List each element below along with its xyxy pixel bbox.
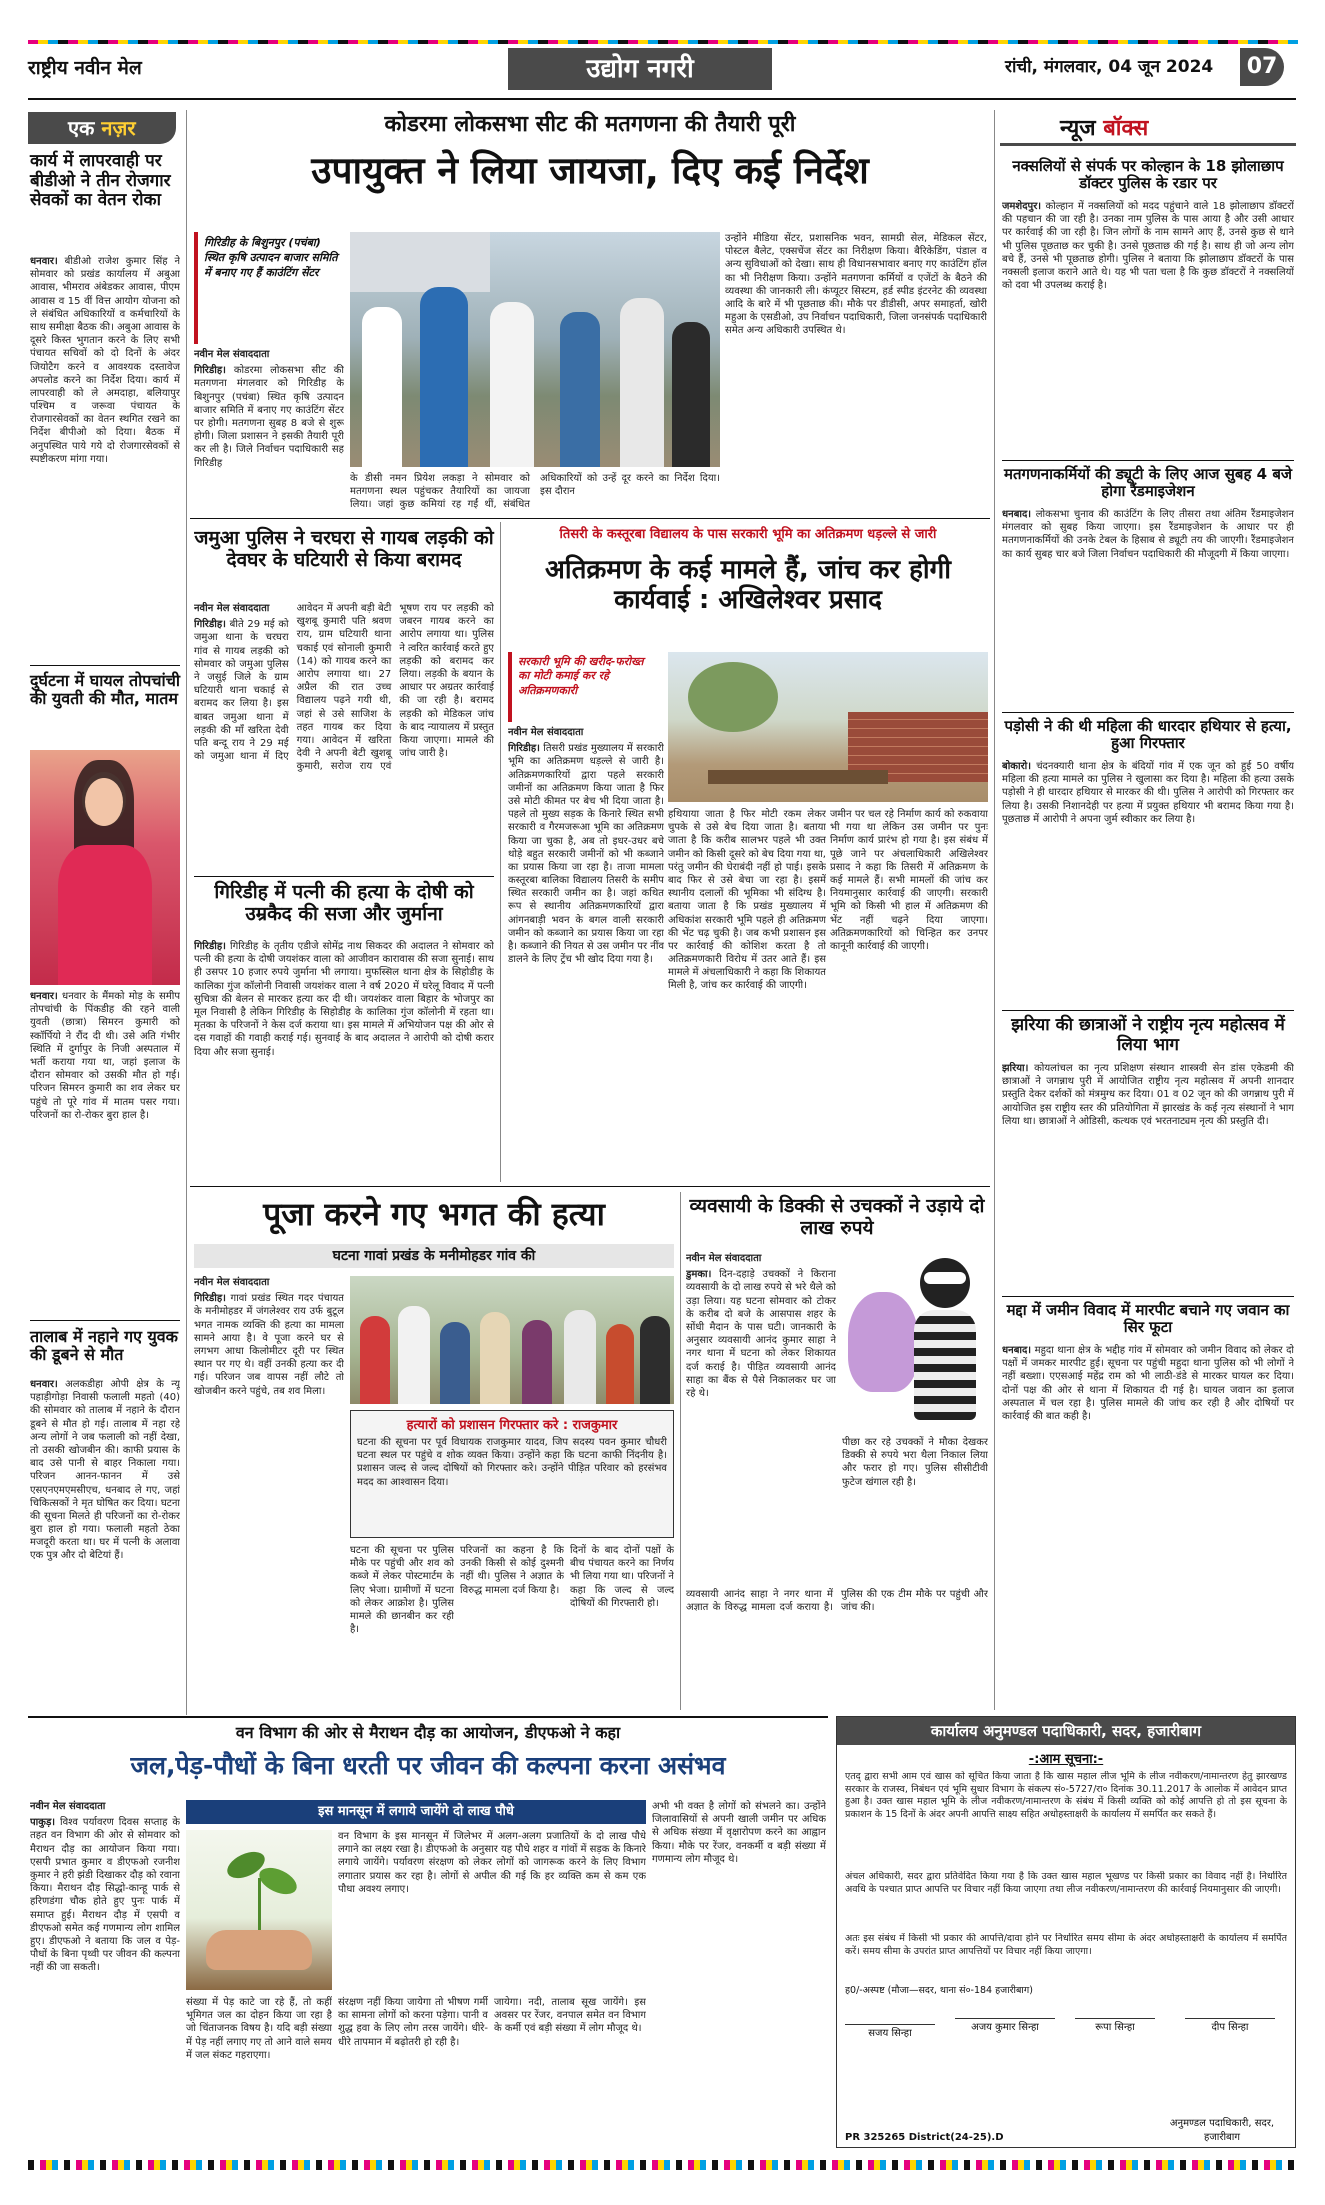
notice-pr: PR 325265 District(24-25).D bbox=[845, 2132, 1004, 2143]
story-body: तिसरी प्रखंड मुख्यालय में सरकारी भूमि का अतिक्रमण धड़ल्ले से जारी है। अतिक्रमणकारियों द्वारा पहले सरकारी जमीनों का अतिक्रमण किया जाता है फिर उसे मोटी कीमत पर बेच भी दिया जाता है। पहले तो मुख्य सड़क के किनारे स्थित सभी सरकारी व गैरमजरूआ भूमि का अतिक्रमण किया जा चुका है, अब तो इधर-उधर बचे थोड़े बहुत सरकारी जमीनों को भी कब्जाने का प्रयास किया जा रहा है। ताजा मामला कस्तूरबा बालिका विद्यालय तिसरी के समीप स्थित सरकारी जमीन का है। जहां कथित रूप से स्थानीय अतिक्रमणकारियों द्वारा आंगनबाड़ी भवन के बगल वाली सरकारी जमीन को कब्जाने का प्रयास किया जा रहा है। कब्जाने की नियत से उस जमीन पर नींव डालने के लिए ट्रेंच भी खोद दिया गया है। bbox=[508, 743, 664, 966]
dateline-label: गिरिडीह। bbox=[508, 743, 540, 755]
leaf-icon-2 bbox=[255, 1863, 301, 1900]
brand-name: राष्ट्रीय नवीन मेल bbox=[28, 57, 142, 79]
divider bbox=[190, 1186, 990, 1187]
dress-shape bbox=[58, 845, 152, 985]
lead-body-b bbox=[350, 472, 720, 512]
pullquote-text: गिरिडीह के बिशुनपुर (पचंबा) स्थित कृषि उत्पादन बाजार समिति में बनाए गए हैं काउंटिंग सेंटर bbox=[204, 236, 338, 279]
puja-byline: नवीन मेल संवाददाता bbox=[194, 1277, 270, 1288]
crowd-shape-7 bbox=[606, 1324, 634, 1404]
notice-body-1: एतद् द्वारा सभी आम एवं खास को सूचित किया जाता है कि खास महाल लीज भूमि के लीज नवीकरण/नामान्तरण हेतु झारखण्ड सरकार के राजस्व, निबंधन एवं भूमि सुधार विभाग के संकल्प सं०-5727/रा० दिनांक 30.11.2017 के आलोक में आवेदन प्राप्त हुआ है। उक्त खास महाल भूमि के लीज नवीकरण/नामान्तरण के संबंध में किसी व्यक्ति को कोई आपत्ति हो तो इस सूचना के प्रकाशन के 15 दिनों के अंदर अपनी आपत्ति साक्ष्य सहित अधोहस्ताक्षरी के कार्यालय में समर्पित कर सकते हैं। bbox=[845, 1771, 1287, 1820]
signature-1: सजय सिन्हा bbox=[845, 2024, 935, 2039]
lead-byline: नवीन मेल संवाददाता bbox=[194, 349, 270, 360]
news-box-label bbox=[1000, 112, 1296, 146]
story-body: पीछा कर रहे उचक्कों ने मौका देखकर डिक्की से रुपये भरा थैला निकाल लिया और फरार हो गए। पुलिस सीसीटीवी फुटेज खंगाल रही है। bbox=[842, 1437, 988, 1488]
thief-mask-icon bbox=[924, 1272, 966, 1284]
masthead-rule bbox=[28, 98, 1296, 100]
dateline-label: गिरिडीह। bbox=[194, 619, 226, 631]
dateline-label: पाकुड़। bbox=[30, 1817, 56, 1829]
story-body: गावां प्रखंड स्थित गदर पंचायत के मनीमोहडर में जंगलेश्वर राय उर्फ बुटूल भगत नामक व्यक्ति की हत्या का मामला सामने आया है। वे पूजा करने घर से लगभग आधा किलोमीटर दूरी पर स्थित स्थान पर गए थे। वहीं उनकी हत्या कर दी गई। परिजन जब वापस नहीं लौटे तो खोजबीन करने पहुंचे, तब शव मिला। bbox=[194, 1293, 344, 1397]
forest-headline: जल,पेड़-पौधों के बिना धरती पर जीवन की कल्पना करना असंभव bbox=[130, 1751, 726, 1780]
jamua-byline: नवीन मेल संवाददाता bbox=[194, 603, 270, 614]
dateline-label: धनबाद। bbox=[1002, 509, 1032, 520]
story-body: अलकडीहा ओपी क्षेत्र के न्यू पहाड़ीगोड़ा निवासी फलाली महतो (40) की सोमवार को तालाब में नहाने के दौरान डूबने से मौत हो गई। तालाब में नहा रहे अन्य लोगों ने जब फलाली को नहीं देखा, तो उसकी खोजबीन की। काफी प्रयास के बाद उसे पानी से बाहर निकाला गया। परिजन आनन-फानन में उसे एसएनएमएमसीएच, धनबाद ले गए, जहां चिकित्सकों ने मृत घोषित कर दिया। घटना की सूचना मिलते ही परिजनों का रो-रोकर बुरा हाल हो गया। फलाली महतो ठेका मजदूरी करता था। घर में पत्नी के अलावा एक पुत्र और दो बेटियां हैं। bbox=[30, 1379, 180, 1562]
tisri-body-a bbox=[508, 726, 664, 1176]
box-body: घटना की सूचना पर पूर्व विधायक राजकुमार यादव, जिप सदस्य पवन कुमार चौधरी घटना स्थल पर पहुंचे व शोक व्यक्त किया। उन्होंने कहा कि घटना काफी निंदनीय है। प्रशासन जल्द से जल्द दोषियों को गिरफ्तार करे। उन्होंने पीड़ित परिवार को हरसंभव मदद का आश्वासन दिया। bbox=[357, 1437, 667, 1488]
forest-body-a bbox=[30, 1800, 180, 2145]
newsbox-headline-5: मद्दा में जमीन विवाद में मारपीट बचाने गए जवान का सिर फूटा bbox=[1006, 1301, 1290, 1337]
giridih-headline: गिरिडीह में पत्नी की हत्या के दोषी को उम्रकैद की सजा और जुर्माना bbox=[214, 881, 474, 925]
pullquote-text: सरकारी भूमि की खरीद-फरोख्त का मोटी कमाई कर रहे अतिक्रमणकारी bbox=[518, 655, 644, 697]
lead-photo bbox=[350, 232, 720, 467]
column-rule bbox=[994, 110, 995, 1710]
story-body: दिन-दहाड़े उचक्कों ने किराना व्यवसायी के दो लाख रुपये से भरे थैले को उड़ा लिया। यह घटना सोमवार को टोकर के करीब दो बजे के आसपास शहर के सोंधी मैदान के पास घटी। जानकारी के अनुसार व्यवसायी आनंद कुमार साहा ने नगर थाना में घटना को लेकर शिकायत दर्ज कराई है। पीड़ित व्यवसायी आनंद साहा का बैंक से पैसे निकालकर घर जा रहे थे। bbox=[686, 1269, 836, 1399]
newsbox-story-2 bbox=[1002, 508, 1294, 708]
crowd-shape-6 bbox=[564, 1310, 596, 1404]
ek-nazar-headline-2: दुर्घटना में घायल तोपचांची की युवती की मौत, मातम bbox=[30, 671, 181, 709]
crowd-shape-8 bbox=[640, 1316, 670, 1404]
vyavsayi-body-c bbox=[686, 1588, 988, 1706]
person-4 bbox=[560, 312, 600, 467]
puja-box bbox=[350, 1410, 674, 1538]
newsbox-story-3 bbox=[1002, 760, 1294, 1005]
story-body: बीते 29 मई को जमुआ थाना के चरघरा गांव से गायब लड़की को सोमवार को जमुआ पुलिस ने जसुई जिले के ग्राम घटियारी थाना चकाई से बरामद कर लिया है। इस बाबत जमुआ थाना में लड़की की माँ खरिता देवी पति बन्दू राय ने 29 मई को जमुआ थाना में दिए आवेदन में अपनी बड़ी बेटी खुशबू कुमारी पति श्रवण राय, ग्राम घटियारी थाना चकाई एवं सोनाली कुमारी (14) को गायब करने का आरोप लगाया था। 27 अप्रैल की रात उच्च विद्यालय पढ़ने गयी थी, जहां से उसे साजिश के तहत गायब कर दिया गया। आवेदन में खरिता देवी ने अपनी बेटी खुशबू कुमारी, सरोज राय एवं भूषण राय पर लड़की को जबरन गायब करने का आरोप लगाया था। पुलिस ने त्वरित कार्रवाई करते हुए लड़की को बरामद कर लिया। लड़की के बयान के आधार पर अग्रतर कार्रवाई की जा रही है। बरामद लड़की को मेडिकल जांच के बाद न्यायालय में प्रस्तुत किया जाएगा। मामले की जांच जारी है। bbox=[194, 603, 494, 773]
forest-body-f bbox=[652, 1800, 826, 2146]
story-body: धनवार के मैंमको मोड़ के समीप तोपचांची के पिंकडीह की रहने वाली युवती (छात्रा) सिमरन कुमारी को स्कॉर्पियो ने रौंद दी थी। उसे अति गंभीर स्थिति में दुर्गापुर के निजी अस्पताल में भर्ती कराया गया था, जहां इलाज के दौरान सोमवार को उसकी मौत हो गई। परिजन सिमरन कुमारी का शव लेकर घर पहुंचे तो पूरे गांव में मातम पसर गया। परिजनों का रो-रोकर बुरा हाल है। bbox=[30, 991, 180, 1121]
notice-body-3: अतः इस संबंध में किसी भी प्रकार की आपत्ति/दावा होने पर निर्धारित समय सीमा के अंदर अधोहस्ताक्षरी के कार्यालय में समर्पित करें। समय सीमा के उपरांत प्राप्त आपत्तियों पर विचार नहीं किया जाएगा। bbox=[845, 1933, 1287, 1957]
forest-body-c bbox=[186, 1996, 332, 2146]
dateline-label: धनबाद। bbox=[1002, 1345, 1032, 1356]
section-title: उद्योग नगरी bbox=[586, 54, 694, 84]
story-body: संख्या में पेड़ काटे जा रहे हैं, तो कहीं भूमिगत जल का दोहन किया जा रहा है जो चिंताजनक विषय है। यदि बड़ी संख्या में पेड़ नहीं लगाए गए तो आने वाले समय में जल संकट गहराएगा। bbox=[186, 1997, 332, 2061]
top-strip bbox=[28, 40, 1298, 44]
crowd-shape-1 bbox=[360, 1316, 390, 1404]
signature-2: अजय कुमार सिन्हा bbox=[955, 2018, 1055, 2033]
notice-body-2: अंचल अधिकारी, सदर द्वारा प्रतिवेदित किया गया है कि उक्त खास महाल भूखण्ड पर किसी प्रकार का विवाद नहीं है। निर्धारित अवधि के पश्चात प्राप्त आपत्ति पर विचार नहीं किया जाएगा तथा लीज नवीकरण/नामान्तरण की कार्रवाई नियमानुसार की जाएगी। bbox=[845, 1871, 1287, 1895]
person-3 bbox=[490, 302, 534, 467]
story-body: जमीन पर चल रहे निर्माण कार्य को रुकवाया भी गया था लेकिन उस जमीन पर पुनः निर्माण कार्य प्रारंभ हो गया है। इस संबंध में पूछे जाने पर अंचलाधिकारी अखिलेश्वर प्रसाद ने कहा कि तिसरी में अतिक्रमण के कई मामले हैं। सभी मामलों की जांच कर नियमानुसार कार्रवाई की जाएगी। सरकारी भूमि को किसी भी हाल में अतिक्रमण की भेंट नहीं चढ़ने दिया जाएगा। अतिक्रमणकारियों को चिन्हित कर उनपर कानूनी कार्रवाई की जाएगी। bbox=[830, 809, 988, 952]
tisri-body-b bbox=[668, 808, 826, 1178]
thief-body-icon bbox=[914, 1310, 976, 1420]
puja-body-c bbox=[460, 1544, 564, 1706]
vyavsayi-byline: नवीन मेल संवाददाता bbox=[686, 1253, 762, 1264]
story-body: संरक्षण नहीं किया जायेगा तो भीषण गर्मी का सामना लोगों को करना पड़ेगा। पानी व शुद्ध हवा के लिए लोग तरस जायेंगे। धीरे-धीरे तापमान में बढ़ोतरी हो रही है। bbox=[338, 1997, 488, 2048]
crowd-shape-3 bbox=[440, 1322, 470, 1404]
jamua-body bbox=[194, 602, 494, 872]
story-body: हथियाया जाता है फिर मोटी रकम लेकर चुपके से उसे बेच दिया जाता है। बताया जाता है कि करीब सालभर पहले भी उक्त जमीन को किसी दूसरे को बेच दिया गया था, परंतु जमीन की घेराबंदी नहीं हो पाई। इसके बाद फिर से उसे बेचा जा रहा है। इसमें स्थानीय दलालों की भूमिका भी संदिग्ध है। बताया जाता है कि प्रखंड मुख्यालय में अधिकांश सरकारी भूमि पहले ही अतिक्रमण की भेंट चढ़ चुकी है। जब कभी प्रशासन इस पर कार्रवाई की कोशिश करता है तो अतिक्रमणकारी विरोध में उतर आते हैं। इस मामले में अंचलाधिकारी ने कहा कि शिकायत मिली है, जांच कर कार्रवाई की जाएगी। bbox=[668, 809, 826, 992]
ek-nazar-story-1 bbox=[30, 255, 180, 660]
story-body: गिरिडीह के तृतीय एडीजे सोमेंद्र नाथ सिकदर की अदालत ने सोमवार को पत्नी की हत्या के दोषी जयशंकर वाला को आजीवन कारावास की सजा सुनाई। साथ ही उसपर 10 हजार रुपये जुर्माना भी लगाया। मुफस्सिल थाना क्षेत्र के सिहोडीह के कालिका गुंज कॉलोनी निवासी जयशंकर वाला ने वर्ष 2020 में घरेलू विवाद में पत्नी सुचित्रा की बेलन से मारकर हत्या कर दी थी। जयशंकर वाला बिहार के भोजपुर का मूल निवासी है लेकिन गिरिडीह के सिहोडीह के कालिका गुंज कॉलोनी में रहता था। मृतका के परिजनों ने केस दर्ज कराया था। इस मामले में अभियोजन पक्ष की ओर से दस गवाहों की गवाही कराई गई। सुनवाई के बाद अदालत ने आरोपी को दोषी करार दिया और सजा सुनाई। bbox=[194, 941, 494, 1058]
story-body: चंदनक्यारी थाना क्षेत्र के बंदियों गांव में एक जून को हुई 50 वर्षीय महिला की हत्या मामले का पुलिस ने खुलासा कर दिया है। महिला की हत्या उसके पड़ोसी ने ही धारदार हथियार से मारकर की थी। पुलिस ने आरोपी को गिरफ्तार कर लिया है। उसकी निशानदेही पर हत्या में प्रयुक्त हथियार भी बरामद किया गया है। पूछताछ में आरोपी ने अपना जुर्म स्वीकार कर लिया है। bbox=[1002, 761, 1294, 825]
lead-pullquote bbox=[194, 232, 344, 344]
deck-text: घटना गावां प्रखंड के मनीमोहडर गांव की bbox=[332, 1248, 536, 1264]
column-rule bbox=[186, 110, 187, 1715]
deck-text: इस मानसून में लगाये जायेंगे दो लाख पौधे bbox=[318, 1804, 514, 1819]
story-body: व्यवसायी आनंद साहा ने नगर थाना में अज्ञात के विरुद्ध मामला दर्ज कराया है। पुलिस की एक टीम मौके पर पहुंची और जांच की। bbox=[686, 1589, 988, 1614]
person-6 bbox=[672, 322, 710, 467]
lead-kicker: कोडरमा लोकसभा सीट की मतगणना की तैयारी पूरी bbox=[384, 112, 796, 137]
newsbox-headline-3: पड़ोसी ने की थी महिला की धारदार हथियार से हत्या, हुआ गिरफ्तार bbox=[1004, 717, 1292, 753]
tent-shape bbox=[350, 232, 490, 292]
dateline-label: बोकारो। bbox=[1002, 761, 1032, 772]
tree-shape bbox=[688, 662, 778, 732]
ek-nazar-label-b: नज़र bbox=[101, 116, 136, 140]
woman-photo bbox=[30, 750, 180, 985]
newsbox-story-4 bbox=[1002, 1062, 1294, 1292]
dateline-label: धनवार। bbox=[30, 991, 58, 1002]
vyavsayi-headline: व्यवसायी के डिक्की से उचक्कों ने उड़ाये दो लाख रुपये bbox=[689, 1195, 985, 1239]
money-bag-icon bbox=[848, 1292, 918, 1392]
signature-3: रूपा सिन्हा bbox=[1075, 2018, 1155, 2033]
dateline-label: गिरिडीह। bbox=[194, 365, 226, 377]
newsbox-story-5 bbox=[1002, 1344, 1294, 1704]
notice-footer: ह0/-अस्पष्ट (मौजा—सदर, थाना सं०-184 हजारीबाग) bbox=[845, 1985, 1033, 1996]
puja-body-d bbox=[570, 1544, 674, 1706]
newsbox-headline-4: झरिया की छात्राओं ने राष्ट्रीय नृत्य महोत्सव में लिया भाग bbox=[1011, 1015, 1285, 1055]
divider bbox=[1002, 712, 1294, 713]
vyavsayi-body-a bbox=[686, 1252, 836, 1582]
thief-illustration bbox=[842, 1252, 988, 1430]
divider bbox=[30, 665, 180, 666]
notice-title: -:आम सूचना:- bbox=[1028, 1752, 1104, 1767]
divider bbox=[28, 1716, 828, 1718]
news-box-label-b: बॉक्स bbox=[1103, 116, 1149, 141]
vyavsayi-body-b bbox=[842, 1436, 988, 1582]
story-body: वन विभाग के इस मानसून में जिलेभर में अलग-अलग प्रजातियों के दो लाख पौधे लगाने का लक्ष्य रखा है। डीएफओ के अनुसार यह पौधे शहर व गांवों में सड़क के किनारे लगाये जायेंगे। पर्यावरण संरक्षण को लेकर लोगों को जागरूक करने के लिए विभाग लगातार प्रयास कर रहा है। लोगों से अपील की गई कि हर व्यक्ति कम से कम एक पौधा अवश्य लगाए। bbox=[338, 1831, 646, 1895]
crowd-shape-5 bbox=[522, 1320, 552, 1404]
divider bbox=[30, 1320, 180, 1321]
story-body: दिनों के बाद दोनों पक्षों के बीच पंचायत करने का निर्णय भी लिया गया था। परिजनों ने कहा कि जल्द से जल्द दोषियों की गिरफ्तारी हो। bbox=[570, 1545, 674, 1609]
ek-nazar-headline-1: कार्य में लापरवाही पर बीडीओ ने तीन रोजगार सेवकों का वेतन रोका bbox=[30, 151, 171, 211]
ek-nazar-label-a: एक bbox=[68, 116, 102, 140]
divider bbox=[190, 518, 990, 519]
person-2 bbox=[420, 287, 468, 467]
page-number-badge bbox=[1240, 48, 1284, 86]
story-body: बीडीओ राजेश कुमार सिंह ने सोमवार को प्रखंड कार्यालय में अबुआ आवास, भीमराव अंबेडकर आवास, पीएम आवास व 15 वीं वित्त आयोग योजना को ले संबंधित अधिकारियों व कर्मचारियों के साथ समीक्षा बैठक की। अबुआ आवास के दूसरे किस्त भुगतान करने के लिए सभी पंचायत सचिवों को दो दिनों के अंदर जियोटैग करने व आवश्यक दस्तावेज अपलोड करने का निर्देश दिया। कार्य में लापरवाही को ले अमदाहा, बलियापुर पश्चिम व जरूवा पंचायत के रोजगारसेवकों का वेतन स्थगित रखने का निर्देश बीपीओ को दिया। बैठक में अनुपस्थित पाये गये दो रोजगारसेवकों से स्पष्टीकरण मांगा गया। bbox=[30, 256, 180, 465]
forest-body-e bbox=[494, 1996, 646, 2146]
story-body: कोल्हान में नक्सलियों को मदद पहुंचाने वाले 18 झोलाछाप डॉक्टरों की पहचान की जा रही है। उनका नाम पुलिस के पास आया है और उसी आधार पर कार्रवाई की जा रही है। जिन लोगों के नाम सामने आए हैं, उनसे कुछ से थाने भी पुलिस पूछताछ कर चुकी है। उनसे पूछताछ की गई है। साथ ही जो अन्य लोग बचे हैं, उनसे भी पूछताछ होगी। पुलिस ने बताया कि झोलाछाप डॉक्टरों के पास नक्सली इलाज कराने आते थे। यह भी पता चला है कि कुछ डॉक्टरों ने नक्सलियों को दवा भी उपलब्ध कराई है। bbox=[1002, 201, 1294, 292]
giridih-body bbox=[194, 940, 494, 1180]
public-notice bbox=[836, 1716, 1296, 2148]
ek-nazar-headline-3: तालाब में नहाने गए युवक की डूबने से मौत bbox=[30, 1327, 178, 1365]
face-shape bbox=[85, 778, 123, 826]
story-body: महुदा थाना क्षेत्र के भद्दीह गांव में सोमवार को जमीन विवाद को लेकर दो पक्षों में जमकर मारपीट हुई। सूचना पर पहुंची महुदा थाना पुलिस को भी लोगों ने नहीं बख्शा। एएसआई महेंद्र राम को भी लाठी-डंडे से मारकर घायल कर दिया। दोनों पक्ष की ओर से थाना में शिकायत दी गई है। घायल जवान का इलाज अस्पताल में चल रहा है। पुलिस मामले की जांच कर रही है और दोषियों पर कार्रवाई की बात कही है। bbox=[1002, 1345, 1294, 1422]
notice-signatory: अनुमण्डल पदाधिकारी, सदर, हजारीबाग bbox=[1169, 2118, 1275, 2143]
dateline-label: गिरिडीह। bbox=[194, 941, 226, 952]
ek-nazar-story-3 bbox=[30, 1378, 180, 1713]
lead-body-c bbox=[725, 232, 987, 512]
sapling-photo bbox=[186, 1830, 332, 1990]
tisri-kicker: तिसरी के कस्तूरबा विद्यालय के पास सरकारी भूमि का अतिक्रमण धड़ल्ले से जारी bbox=[559, 527, 937, 542]
tisri-headline: अतिक्रमण के कई मामले हैं, जांच कर होगी कार्यवाई : अखिलेश्वर प्रसाद bbox=[545, 555, 951, 615]
dateline: रांची, मंगलवार, 04 जून 2024 bbox=[1005, 57, 1214, 77]
crowd-shape-4 bbox=[480, 1312, 510, 1404]
newsbox-headline-2: मतगणनाकर्मियों की ड्यूटी के लिए आज सुबह 4 बजे होगा रैंडमाइजेशन bbox=[1003, 465, 1293, 501]
column-rule bbox=[680, 1192, 681, 1710]
forest-body-b bbox=[338, 1830, 646, 1990]
tisri-byline: नवीन मेल संवाददाता bbox=[508, 727, 584, 738]
forest-kicker: वन विभाग की ओर से मैराथन दौड़ का आयोजन, डीएफओ ने कहा bbox=[235, 1723, 621, 1742]
trench-shape bbox=[708, 770, 888, 784]
news-box-label-a: न्यूज bbox=[1060, 116, 1104, 141]
puja-body-a bbox=[194, 1276, 344, 1706]
tisri-pullquote bbox=[508, 652, 660, 722]
dateline-label: झरिया। bbox=[1002, 1063, 1029, 1074]
story-body: परिजनों का कहना है कि उनकी किसी से कोई दुश्मनी नहीं थी। पुलिस ने अज्ञात के विरुद्ध मामला दर्ज किया है। bbox=[460, 1545, 564, 1596]
stem-icon bbox=[258, 1878, 261, 1938]
newsbox-story-1 bbox=[1002, 200, 1294, 455]
divider bbox=[194, 876, 494, 877]
person-1 bbox=[362, 307, 402, 467]
story-body: कोडरमा लोकसभा सीट की मतगणना मंगलवार को गिरिडीह के बिशुनपुर (पचंबा) स्थित कृषि उत्पादन बाजार समिति में बनाए गए काउंटिंग सेंटर पर होगी। मतगणना सुबह 8 बजे से शुरू होगी। जिला प्रशासन ने इसकी तैयारी पूरी कर ली है। जिले निर्वाचन पदाधिकारी सह गिरिडीह bbox=[194, 365, 344, 469]
crowd-shape-2 bbox=[398, 1306, 430, 1404]
page-number: 07 bbox=[1246, 54, 1278, 79]
lead-body-a bbox=[194, 348, 344, 508]
story-body: जायेगा। नदी, तालाब सूख जायेंगे। इस अवसर पर रेंजर, वनपाल समेत वन विभाग के कर्मी एवं बड़ी संख्या में लोग मौजूद थे। bbox=[494, 1997, 646, 2035]
hand-icon bbox=[206, 1930, 312, 1970]
tisri-body-c bbox=[830, 808, 988, 1178]
puja-body-b bbox=[350, 1544, 454, 1706]
story-body: उन्होंने मीडिया सेंटर, प्रशासनिक भवन, सामग्री सेल, मेडिकल सेंटर, पोस्टल बैलेट, एक्सचेंज सेंटर का निरीक्षण किया। बैरिकेडिंग, पंडाल व अन्य सुविधाओं को देखा। साथ ही विधानसभावार बनाए गए काउंटिंग हॉल का भी निरीक्षण किया। उन्होंने मतगणना कर्मियों व एजेंटों के बैठने की व्यवस्था की जानकारी ली। कंप्यूटर सिस्टम, हर्ड स्पीड इंटरनेट की व्यवस्था आदि के बारे में भी पूछताछ की। मौके पर डीडीसी, अपर समाहर्ता, खोरी महुआ के एसडीओ, उप निर्वाचन पदाधिकारी, जिला जनसंपर्क पदाधिकारी समेत अन्य अधिकारी उपस्थित थे। bbox=[725, 233, 987, 337]
story-body: अभी भी वक्त है लोगों को संभलने का। उन्होंने जिलावासियों से अपनी खाली जमीन पर अधिक से अधिक संख्या में वृक्षारोपण करने का आह्वान किया। मौके पर रेंजर, वनकर्मी व बड़ी संख्या में गणमान्य लोग मौजूद थे। bbox=[652, 1801, 826, 1865]
divider bbox=[1002, 460, 1294, 461]
dateline-label: धनवार। bbox=[30, 256, 58, 267]
ek-nazar-label bbox=[28, 112, 176, 144]
divider bbox=[1002, 1296, 1294, 1297]
box-title: हत्यारों को प्रशासन गिरफ्तार करे : राजकुमार bbox=[406, 1418, 618, 1433]
forest-byline: नवीन मेल संवाददाता bbox=[30, 1801, 106, 1812]
dateline-label: जमशेदपुर। bbox=[1002, 201, 1042, 212]
column-rule bbox=[500, 522, 501, 1182]
puja-deck bbox=[194, 1244, 674, 1268]
bottom-strip bbox=[28, 2160, 1298, 2170]
person-5 bbox=[620, 298, 664, 467]
story-body: लोकसभा चुनाव की काउंटिंग के लिए तीसरा तथा अंतिम रैंडमाइजेशन मंगलवार को सुबह किया जाएगा। इस रैंडमाइजेशन के आधार पर ही मतगणनाकर्मियों की उनके टेबल के हिसाब से ड्यूटी तय की जाएगी। रैंडमाइजेशन का कार्य सुबह चार बजे जिला निर्वाचन पदाधिकारी की मौजूदगी में किया जाएगा। bbox=[1002, 509, 1294, 560]
forest-body-d bbox=[338, 1996, 488, 2146]
signature-4: दीप सिन्हा bbox=[1185, 2018, 1275, 2033]
puja-headline: पूजा करने गए भगत की हत्या bbox=[263, 1195, 605, 1233]
puja-photo bbox=[350, 1276, 674, 1404]
story-body: के डीसी नमन प्रियेश लकड़ा ने सोमवार को मतगणना स्थल पहुंचकर तैयारियों का जायजा लिया। जहां कुछ कमियां रह गईं थीं, संबंधित अधिकारियों को उन्हें दूर करने का निर्देश दिया। इस दौरान bbox=[350, 473, 720, 511]
ek-nazar-story-2 bbox=[30, 990, 180, 1310]
section-banner bbox=[508, 48, 772, 90]
forest-deck bbox=[186, 1800, 646, 1824]
lead-headline: उपायुक्त ने लिया जायजा, दिए कई निर्देश bbox=[311, 149, 869, 192]
notice-office: कार्यालय अनुमण्डल पदाधिकारी, सदर, हजारीबाग bbox=[837, 1717, 1295, 1745]
dateline-label: डुमका। bbox=[686, 1269, 712, 1281]
divider bbox=[1002, 1010, 1294, 1011]
dateline-label: धनवार। bbox=[30, 1379, 58, 1390]
notice-signatures bbox=[845, 2018, 1287, 2078]
story-body: विश्व पर्यावरण दिवस सप्ताह के तहत वन विभाग की ओर से सोमवार को मैराथन दौड़ का आयोजन किया गया। एसपी प्रभात कुमार व डीएफओ रजनीश कुमार ने हरी झंडी दिखाकर दौड़ को रवाना किया। मैराथन दौड़ सिद्धो-कान्हू पार्क से हरिणडंगा चौक होते हुए पुनः पार्क में समाप्त हुई। मैराथन दौड़ में एसपी व डीएफओ समेत कई गणमान्य लोग शामिल हुए। डीएफओ ने बताया कि जल व पेड़-पौधों के बिना पृथ्वी पर जीवन की कल्पना नहीं की जा सकती। bbox=[30, 1817, 180, 1974]
story-body: कोयलांचल का नृत्य प्रशिक्षण संस्थान शास्त्रवी सेन डांस एकेडमी की छात्राओं ने जगन्नाथ पुरी में आयोजित राष्ट्रीय नृत्य महोत्सव में अपनी शानदार प्रस्तुति देकर दर्शकों को मंत्रमुग्ध कर दिया। 01 व 02 जून को की जगन्नाथ पुरी में आयोजित इस राष्ट्रीय स्तर की प्रतियोगिता में झारखंड के कई नृत्य संस्थानों ने भाग लिया था। छात्राओं ने ओडिसी, कत्थक एवं भरतनाट्यम नृत्य की प्रस्तुति दी। bbox=[1002, 1063, 1294, 1127]
tisri-photo bbox=[668, 652, 988, 802]
newsbox-headline-1: नक्सलियों से संपर्क पर कोल्हान के 18 झोलाछाप डॉक्टर पुलिस के रडार पर bbox=[1012, 157, 1284, 193]
dateline-label: गिरिडीह। bbox=[194, 1293, 226, 1305]
story-body: घटना की सूचना पर पुलिस मौके पर पहुंची और शव को कब्जे में लेकर पोस्टमार्टम के लिए भेजा। ग्रामीणों में घटना को लेकर आक्रोश है। पुलिस मामले की छानबीन कर रही है। bbox=[350, 1545, 454, 1636]
jamua-headline: जमुआ पुलिस ने चरघरा से गायब लड़की को देवघर के घटियारी से किया बरामद bbox=[194, 527, 494, 571]
